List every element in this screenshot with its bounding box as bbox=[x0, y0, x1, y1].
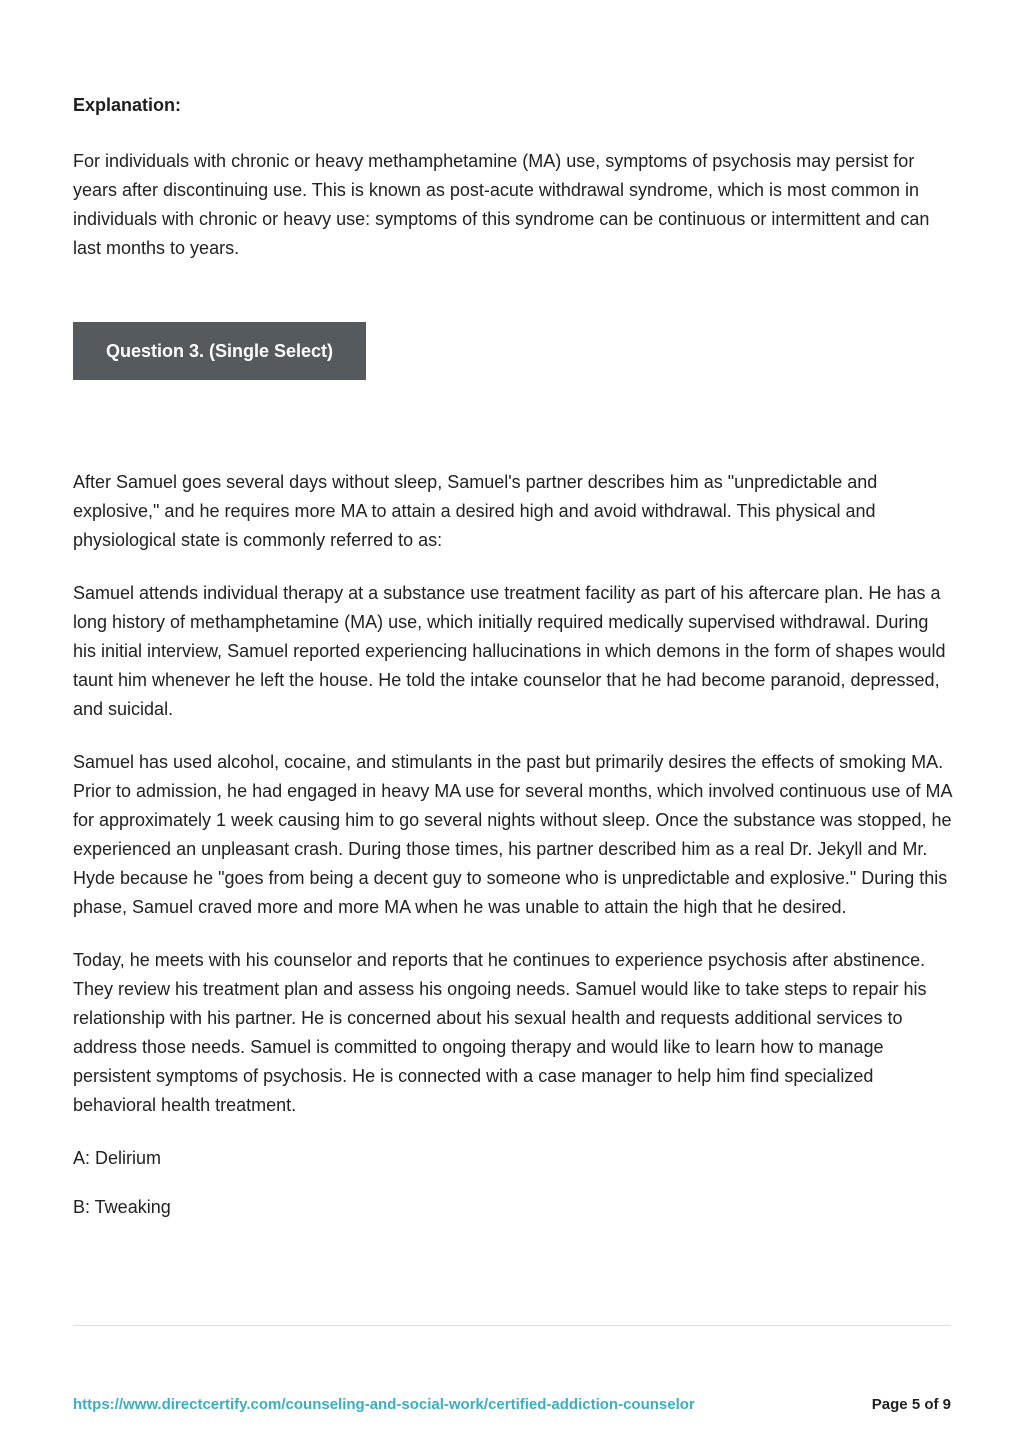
question-body bbox=[73, 468, 955, 1242]
case-paragraph-1: Samuel attends individual therapy at a substance use treatment facility as part of his aftercare plan. He has a long history of methamphetamine (MA) use, which initially required medically supervised withdrawal. During his initial interview, Samuel reported experiencing hallucinations in which demons in the form of shapes would taunt him whenever he left the house. He told the intake counselor that he had become paranoid, depressed, and suicidal. bbox=[73, 583, 946, 719]
explanation-heading: Explanation: bbox=[73, 95, 182, 115]
case-paragraph-2: Samuel has used alcohol, cocaine, and stimulants in the past but primarily desires the effects of smoking MA. Prior to admission, he had engaged in heavy MA use for several months, which involved continuous use of MA for approximately 1 week causing him to go several nights without sleep. Once the substance was stopped, he experienced an unpleasant crash. During those times, his partner described him as a real Dr. Jekyll and Mr. Hyde because he "goes from being a decent guy to someone who is unpredictable and explosive." During this phase, Samuel craved more and more MA when he was unable to attain the high that he desired. bbox=[73, 752, 952, 917]
answer-option-b[interactable]: B: Tweaking bbox=[73, 1197, 171, 1217]
footer-url-link[interactable]: https://www.directcertify.com/counseling-and-social-work/certified-addiction-counselor bbox=[73, 1396, 695, 1413]
question-badge: Question 3. (Single Select) bbox=[73, 322, 366, 380]
answer-option-a[interactable]: A: Delirium bbox=[73, 1148, 162, 1168]
page-number: Page 5 of 9 bbox=[871, 1396, 951, 1413]
footer-divider bbox=[73, 1325, 951, 1326]
question-stem: After Samuel goes several days without sleep, Samuel's partner describes him as "unpredictable and explosive," and he requires more MA to attain a desired high and avoid withdrawal. This physical and physiological state is commonly referred to as: bbox=[73, 472, 878, 550]
explanation-text: For individuals with chronic or heavy methamphetamine (MA) use, symptoms of psychosis may persist for years after discontinuing use. This is known as post-acute withdrawal syndrome, which is most common in individuals with chronic or heavy use: symptoms of this syndrome can be continuous or intermittent and can last months to years. bbox=[73, 151, 930, 258]
case-paragraph-3: Today, he meets with his counselor and reports that he continues to experience psychosis after abstinence. They review his treatment plan and assess his ongoing needs. Samuel would like to take steps to repair his relationship with his partner. He is concerned about his sexual health and requests additional services to address those needs. Samuel is committed to ongoing therapy and would like to learn how to manage persistent symptoms of psychosis. He is connected with a case manager to help him find specialized behavioral health treatment. bbox=[73, 950, 927, 1115]
